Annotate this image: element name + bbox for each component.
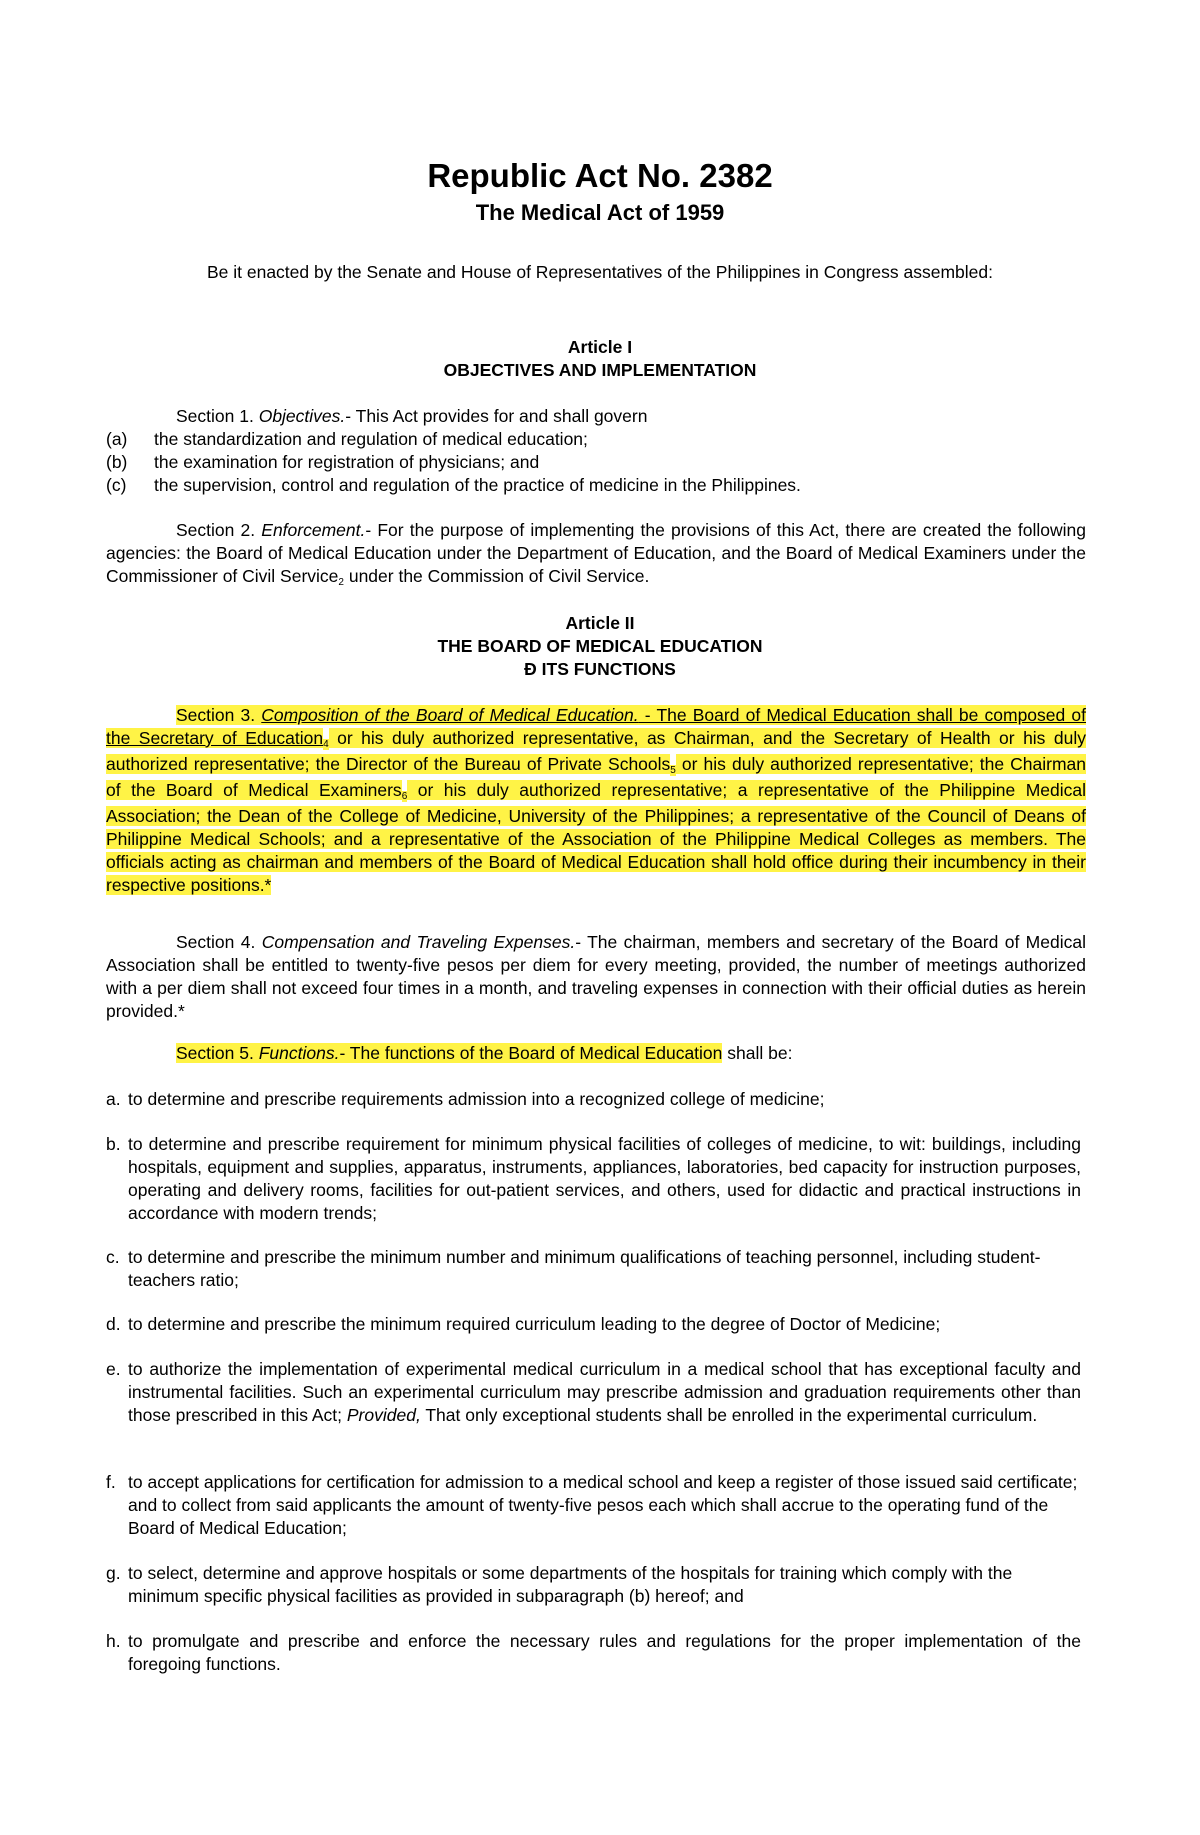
section-3-number: Section 3. bbox=[176, 705, 262, 725]
item-text: to determine and prescribe the minimum number and minimum qualifications of teaching personnel, including student-teachers ratio; bbox=[128, 1247, 1041, 1290]
function-item bbox=[106, 1471, 1081, 1540]
section-3-body-4: or his duly authorized representative; a representative of the Philippine Medical Association; the Dean of the College of Medicine, University of the Philippines; a representative of the Council of Deans of Philippine Medical Schools; and a representative of the Association of the Philippine Medical Colleges as members. The officials acting as chairman and members of the Board of Medical Education shall hold office during their incumbency in their respective positions.* bbox=[106, 780, 1086, 895]
section-3-body-1: - The Board of Medical Education shall be composed of the Secretary of Education bbox=[106, 705, 1086, 748]
item-label: e. bbox=[106, 1359, 121, 1379]
function-item bbox=[106, 1358, 1081, 1427]
section-2 bbox=[106, 519, 1086, 591]
article-2-heading: Article II bbox=[565, 613, 635, 633]
function-item bbox=[106, 1313, 1081, 1336]
footnote-marker: 5 bbox=[670, 765, 676, 776]
article-1-name: OBJECTIVES AND IMPLEMENTATION bbox=[443, 360, 757, 380]
function-item bbox=[106, 1630, 1081, 1676]
article-2-name: THE BOARD OF MEDICAL EDUCATION bbox=[437, 636, 763, 656]
function-item bbox=[106, 1562, 1081, 1608]
section-1-body: - This Act provides for and shall govern bbox=[345, 406, 648, 426]
item-text: to determine and prescribe requirement for minimum physical facilities of colleges of medicine, to wit: buildings, including hospitals, equipment and supplies, apparatus, instruments, appliances, laboratories, bed capacity for instruction purposes, operating and delivery rooms, facilities for out-patient services, and others, used for didactic and practical instructions in accordance with modern trends; bbox=[128, 1134, 1081, 1223]
item-text: to determine and prescribe requirements admission into a recognized college of medicine; bbox=[128, 1089, 825, 1109]
section-1-title: Objectives. bbox=[258, 406, 346, 426]
item-label: h. bbox=[106, 1631, 121, 1651]
item-text: to select, determine and approve hospitals or some departments of the hospitals for training which comply with the minimum specific physical facilities as provided in subparagraph (b) hereof; and bbox=[128, 1563, 1013, 1606]
item-text-italic: Provided, bbox=[346, 1405, 421, 1425]
section-5-title: Functions. bbox=[258, 1043, 340, 1063]
item-text: to authorize the implementation of experimental medical curriculum in a medical school that has exceptional faculty and instrumental facilities. Such an experimental curriculum may prescribe admission and graduation requirements other than those prescribed in this Act; bbox=[128, 1359, 1081, 1425]
footnote-marker: 2 bbox=[338, 577, 344, 588]
section-4 bbox=[106, 931, 1086, 1023]
footnote-marker: 6 bbox=[401, 791, 408, 802]
item-text-end: That only exceptional students shall be enrolled in the experimental curriculum. bbox=[420, 1405, 1038, 1425]
function-item bbox=[106, 1088, 1081, 1111]
item-label: d. bbox=[106, 1314, 121, 1334]
section-5-body: - The functions of the Board of Medical Education bbox=[339, 1043, 723, 1063]
section-4-number: Section 4. bbox=[176, 932, 262, 952]
section-5-number: Section 5. bbox=[176, 1043, 259, 1063]
document-subtitle: The Medical Act of 1959 bbox=[475, 200, 725, 225]
section-3-body-3: or his duly authorized representative; the Chairman of the Board of Medical Examiners bbox=[106, 754, 1086, 800]
section-1 bbox=[106, 405, 1086, 497]
list-marker: (c) bbox=[106, 475, 127, 495]
section-2-number: Section 2. bbox=[176, 520, 262, 540]
section-1-number: Section 1. bbox=[176, 406, 259, 426]
article-2-name-line2: Ð ITS FUNCTIONS bbox=[524, 659, 676, 679]
enacting-clause: Be it enacted by the Senate and House of Representatives of the Philippines in Congress assembled: bbox=[206, 262, 994, 282]
item-label: b. bbox=[106, 1134, 121, 1154]
section-4-body: - The chairman, members and secretary of the Board of Medical Association shall be entitled to twenty-five pesos per diem for every meeting, provided, the number of meetings authorized with a per diem shall not exceed four times in a month, and traveling expenses in connection with their official duties as herein provided.* bbox=[106, 932, 1086, 1021]
section-5 bbox=[106, 1042, 1086, 1065]
list-item bbox=[106, 428, 1086, 451]
list-text: the examination for registration of physicians; and bbox=[154, 452, 540, 472]
list-text: the supervision, control and regulation of the practice of medicine in the Philippines. bbox=[154, 475, 801, 495]
item-label: a. bbox=[106, 1089, 121, 1109]
list-text: the standardization and regulation of medical education; bbox=[154, 429, 588, 449]
function-item bbox=[106, 1246, 1081, 1292]
section-2-body-end: under the Commission of Civil Service. bbox=[343, 566, 650, 586]
item-label: c. bbox=[106, 1247, 120, 1267]
section-2-title: Enforcement. bbox=[261, 520, 366, 540]
section-3-title: Composition of the Board of Medical Education. bbox=[261, 705, 639, 725]
item-label: g. bbox=[106, 1563, 121, 1583]
document-title: Republic Act No. 2382 bbox=[427, 157, 773, 194]
section-1-intro bbox=[106, 405, 1086, 428]
list-marker: (b) bbox=[106, 452, 128, 472]
item-text: to accept applications for certification for admission to a medical school and keep a register of those issued said certificate; and to collect from said applicants the amount of twenty-five pesos each which shall accrue to the operating fund of the Board of Medical Education; bbox=[128, 1472, 1078, 1538]
section-3-body-2: or his duly authorized representative, as Chairman, and the Secretary of Health or his duly authorized representative; the Director of the Bureau of Private Schools bbox=[106, 728, 1087, 774]
item-label: f. bbox=[106, 1472, 116, 1492]
section-3 bbox=[106, 704, 1086, 897]
list-item bbox=[106, 451, 1086, 474]
item-text: to promulgate and prescribe and enforce the necessary rules and regulations for the proper implementation of the foregoing functions. bbox=[128, 1631, 1081, 1674]
section-5-body-end: shall be: bbox=[722, 1043, 793, 1063]
section-4-title: Compensation and Traveling Expenses. bbox=[261, 932, 576, 952]
item-text: to determine and prescribe the minimum required curriculum leading to the degree of Doctor of Medicine; bbox=[128, 1314, 941, 1334]
function-item bbox=[106, 1133, 1081, 1225]
footnote-marker: 4 bbox=[323, 739, 329, 750]
article-1-heading: Article I bbox=[567, 337, 633, 357]
list-item bbox=[106, 474, 1086, 497]
section-2-body: - For the purpose of implementing the provisions of this Act, there are created the following agencies: the Board of Medical Education under the Department of Education, and the Board of Medical Examiners under the Commissioner of Civil Service bbox=[106, 520, 1086, 586]
list-marker: (a) bbox=[106, 429, 128, 449]
